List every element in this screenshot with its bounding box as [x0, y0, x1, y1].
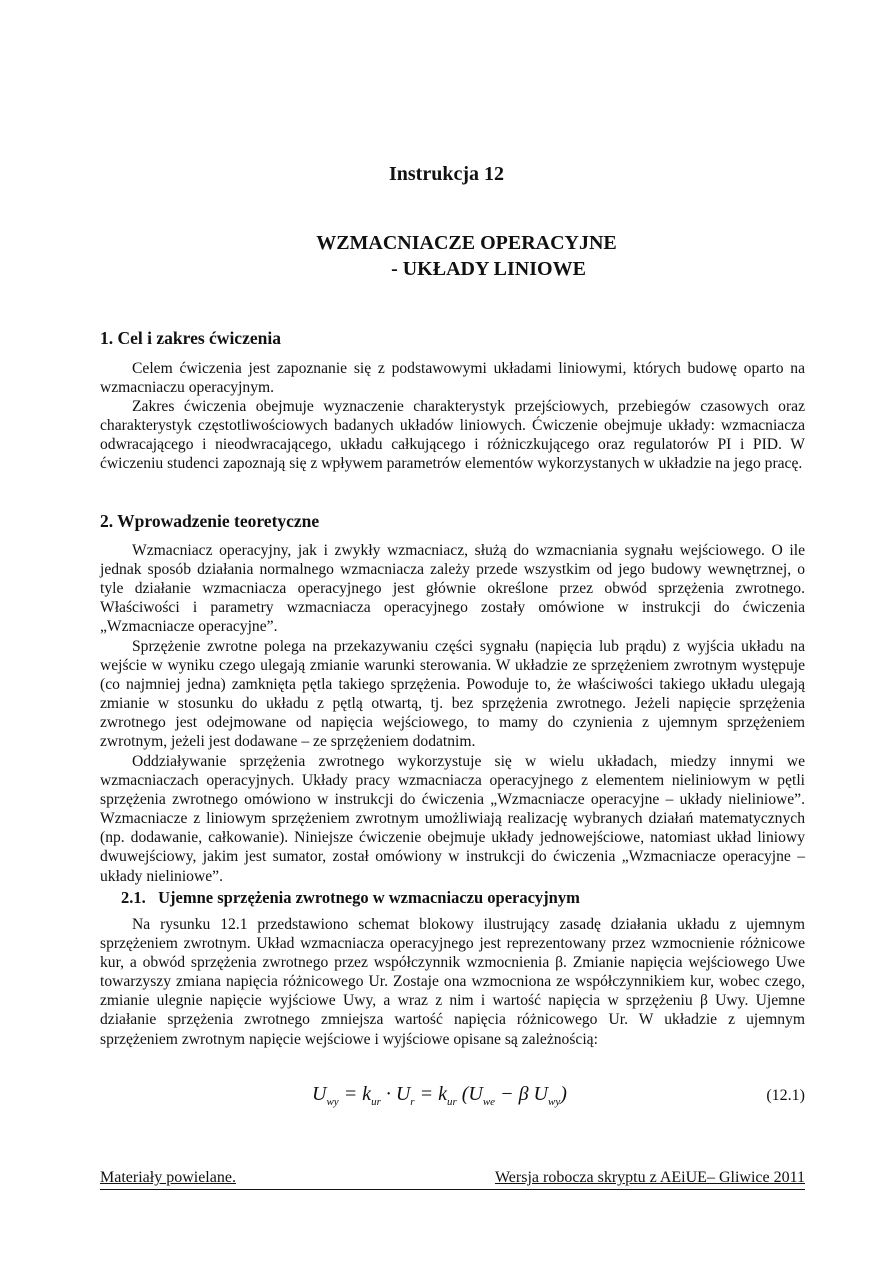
- equation-12-1: [100, 1083, 805, 1113]
- section-2-paragraph-2: Sprzężenie zwrotne polega na przekazywaniu części sygnału (napięcia lub prądu) z wyjścia układu na wejście w wyniku czego ulegają zmianie warunki sterowania. W układzie ze sprzężeniem zwrotnym występuje (co najmniej jedna) zamknięta pętla takiego sprzężenia. Powoduje to, że właściwości takiego układu ulegają zmianie w stosunku do układu z pętlą otwartą, tj. bez sprzężenia zwrotnego. Jeżeli napięcie sprzężenia zwrotnego jest odejmowane od napięcia wejściowego, to mamy do czynienia z ujemnym sprzężeniem zwrotnym, jeżeli jest dodawane – ze sprzężeniem dodatnim.: [100, 638, 805, 751]
- section-2-1-paragraph: Na rysunku 12.1 przedstawiono schemat blokowy ilustrujący zasadę działania układu z ujemnym sprzężeniem zwrotnym. Układ wzmacniacza operacyjnego jest reprezentowany przez wzmocnienie różnicowe kur, a obwód sprzężenia zwrotnego przez współczynnik wzmocnienia β. Zmianie napięcia wejściowego Uwe towarzyszy zmiana napięcia różnicowego Ur. Zostaje ona wzmocniona ze współczynnikiem kur, wobec czego, zmianie ulegnie napięcie wyjściowe Uwy, a wraz z nim i wartość napięcia w sprzężeniu β Uwy. Ujemne działanie sprzężenia zwrotnego zmniejsza wartość napięcia różnicowego Ur. W układzie z ujemnym sprzężeniem zwrotnym napięcie wejściowe i wyjściowe opisane są zależnością:: [100, 916, 805, 1048]
- document-title-line1: WZMACNIACZE OPERACYJNE: [316, 232, 617, 254]
- section-2-paragraph-3: Oddziaływanie sprzężenia zwrotnego wykorzystuje się w wielu układach, miedzy innymi we wzmacniaczach operacyjnych. Układy pracy wzmacniacza operacyjnego z elementem nieliniowym w pętli sprzężenia zwrotnego omówiono w instrukcji do ćwiczenia „Wzmacniacze operacyjne – układy nieliniowe”. Wzmacniacze z liniowym sprzężeniem zwrotnym umożliwiają realizację wybranych działań matematycznych (np. dodawanie, całkowanie). Niniejsze ćwiczenie obejmuje układy jednowejściowe, natomiast układ liniowy dwuwejściowy, jakim jest sumator, został omówiony w instrukcji do ćwiczenia „Wzmacniacze operacyjne – układy nieliniowe”.: [100, 753, 805, 885]
- footer-left: Materiały powielane.: [100, 1169, 236, 1186]
- page-footer: [100, 1169, 805, 1190]
- equation-number: (12.1): [766, 1087, 805, 1104]
- document-title-line2: - UKŁADY LINIOWE: [391, 258, 586, 280]
- instruction-number: Instrukcja 12: [388, 163, 504, 185]
- section-2-heading: 2. Wprowadzenie teoretyczne: [100, 511, 320, 531]
- section-2-1-heading: 2.1. Ujemne sprzężenia zwrotnego w wzmacniaczu operacyjnym: [121, 888, 580, 907]
- section-1-paragraph-1: Celem ćwiczenia jest zapoznanie się z podstawowymi układami liniowymi, których budowę oparto na wzmacniaczu operacyjnym.: [100, 360, 805, 397]
- section-2-paragraph-1: Wzmacniacz operacyjny, jak i zwykły wzmacniacz, służą do wzmacniania sygnału wejściowego. O ile jednak sposób działania normalnego wzmacniacza zależy przede wszystkim od jego budowy wewnętrznej, o tyle działanie wzmacniacza operacyjnego jest głównie określone przez obwód sprzężenia zwrotnego. Właściwości i parametry wzmacniacza operacyjnego zostały omówione w instrukcji do ćwiczenia „Wzmacniacze operacyjne”.: [100, 542, 805, 636]
- section-1-heading: 1. Cel i zakres ćwiczenia: [100, 328, 281, 348]
- equation-formula: $U_{wy} = k_{ur} \cdot U_r = k_{ur}$ ($U_{we} - \beta$ $U_{wy}$): [312, 1083, 567, 1108]
- section-1-paragraph-2: Zakres ćwiczenia obejmuje wyznaczenie charakterystyk przejściowych, przebiegów czasowych oraz charakterystyk częstotliwościowych badanych układów liniowych. Ćwiczenie obejmuje układy: wzmacniacza odwracającego i nieodwracającego, układu całkującego i różniczkującego oraz regulatorów PI i PID. W ćwiczeniu studenci zapoznają się z wpływem parametrów elementów wykorzystanych w układzie na jego pracę.: [100, 398, 805, 473]
- footer-right: Wersja robocza skryptu z AEiUE– Gliwice 2011: [494, 1169, 805, 1186]
